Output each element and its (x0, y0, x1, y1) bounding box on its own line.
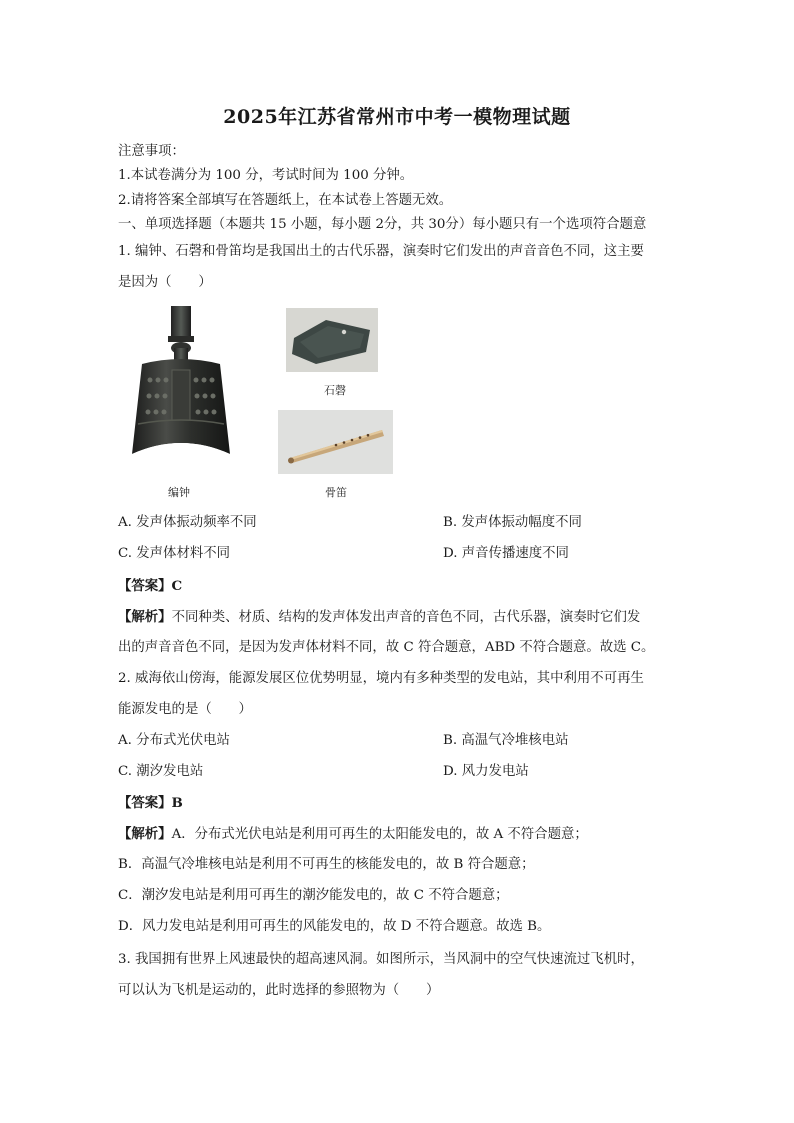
q2-option-c: C. 潮汐发电站 (118, 764, 204, 779)
stone-chime-image (286, 308, 378, 372)
caption-bianzhong: 编钟 (168, 486, 190, 499)
q2-option-d: D. 风力发电站 (443, 764, 529, 779)
bone-flute-image (278, 410, 393, 474)
q1-option-b: B. 发声体振动幅度不同 (443, 515, 582, 530)
q2-analysis-line3: C．潮汐发电站是利用可再生的潮汐能发电的，故 C 不符合题意； (118, 888, 509, 903)
q1-analysis-line1 (118, 608, 640, 627)
section-heading: 一、单项选择题（本题共 15 小题，每小题 2分，共 30分）每小题只有一个选项符合题意 (118, 217, 647, 232)
bianzhong-bell-image (128, 304, 234, 472)
q1-analysis-line2: 出的声音音色不同，是因为发声体材料不同，故 C 符合题意，ABD 不符合题意。故选 C。 (118, 640, 655, 655)
q2-option-b: B. 高温气冷堆核电站 (443, 733, 569, 748)
q1-analysis-text: 不同种类、材质、结构的发声体发出声音的音色不同，古代乐器，演奏时它们发 (171, 610, 641, 625)
notes-item-2: 2.请将答案全部填写在答题纸上，在本试卷上答题无效。 (118, 193, 453, 208)
q1-option-c: C. 发声体材料不同 (118, 546, 231, 561)
q1-option-d: D. 声音传播速度不同 (443, 546, 569, 561)
q1-stem-line1: 1. 编钟、石磬和骨笛均是我国出土的古代乐器，演奏时它们发出的声音音色不同，这主要 (118, 244, 644, 259)
q2-analysis-line4: D．风力发电站是利用可再生的风能发电的，故 D 不符合题意。故选 B。 (118, 919, 551, 934)
q1-analysis-label: 【解析】 (118, 609, 172, 625)
q3-stem-line1: 3. 我国拥有世界上风速最快的超高速风洞。如图所示，当风洞中的空气快速流过飞机时， (118, 952, 644, 967)
page-title: 2025年江苏省常州市中考一模物理试题 (223, 106, 571, 128)
q2-analysis-label: 【解析】 (118, 826, 172, 842)
caption-shiqing: 石磬 (324, 384, 346, 397)
q2-answer: 【答案】B (118, 795, 183, 811)
q2-option-a: A. 分布式光伏电站 (118, 733, 230, 748)
q2-stem-line2: 能源发电的是（ ） (118, 702, 252, 717)
q3-stem-line2: 可以认为飞机是运动的，此时选择的参照物为（ ） (118, 983, 440, 998)
q2-stem-line1: 2. 威海依山傍海，能源发展区位优势明显，境内有多种类型的发电站，其中利用不可再生 (118, 671, 644, 686)
q1-answer: 【答案】C (118, 578, 183, 594)
q1-option-a: A. 发声体振动频率不同 (118, 515, 257, 530)
q2-analysis-line1 (118, 825, 588, 844)
q2-analysis-line2: B．高温气冷堆核电站是利用不可再生的核能发电的，故 B 符合题意； (118, 857, 535, 872)
q1-stem-line2: 是因为（ ） (118, 275, 212, 290)
q2-analysis-text-1: A．分布式光伏电站是利用可再生的太阳能发电的，故 A 不符合题意； (171, 827, 588, 842)
notes-item-1: 1.本试卷满分为 100 分，考试时间为 100 分钟。 (118, 168, 414, 183)
caption-gudi: 骨笛 (325, 486, 347, 499)
notes-heading: 注意事项： (118, 144, 185, 159)
